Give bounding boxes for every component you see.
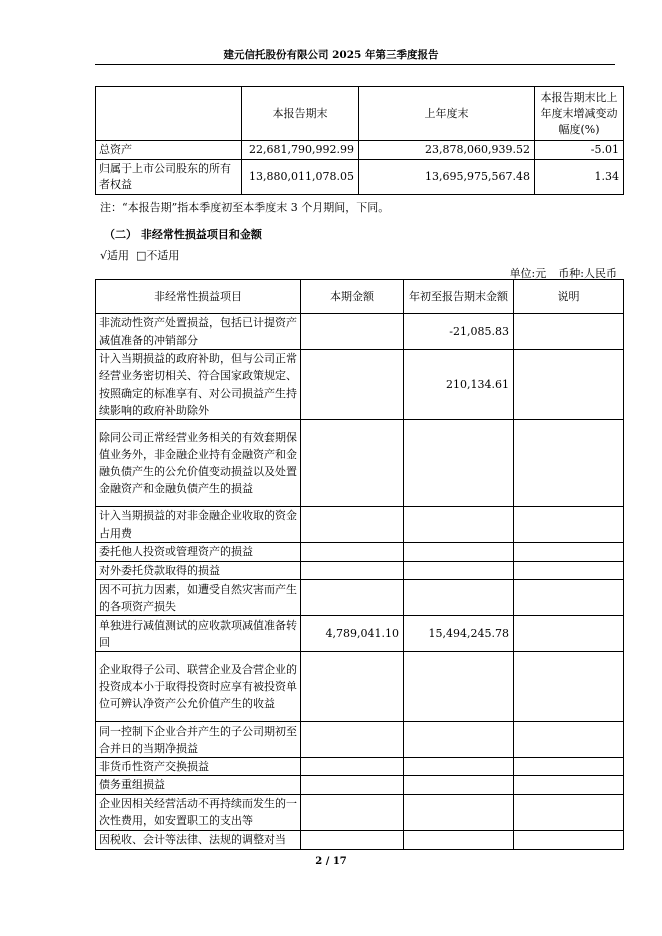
ytd-amount: 15,494,245.78 [404, 616, 514, 652]
ytd-amount [404, 830, 514, 849]
current-amount [301, 758, 404, 776]
item-cell: 企业因相关经营活动不再持续而发生的一次性费用，如安置职工的支出等 [96, 794, 301, 830]
current-value: 22,681,790,992.99 [242, 141, 359, 160]
page-header: 建元信托股份有限公司 2025 年第三季度报告 [223, 49, 439, 61]
current-value: 13,880,011,078.05 [242, 160, 359, 195]
table-row [96, 776, 624, 794]
item-cell: 除同公司正常经营业务相关的有效套期保值业务外，非金融企业持有金融资产和金融负债产生的公允价值变动损益以及处置金融资产和金融负债产生的损益 [96, 420, 301, 507]
ytd-amount [404, 652, 514, 722]
note-cell [514, 722, 624, 758]
item-cell: 债务重组损益 [96, 776, 301, 794]
applicable-options [100, 247, 179, 263]
item-cell: 计入当期损益的对非金融企业收取的资金占用费 [96, 507, 301, 543]
current-amount [301, 562, 404, 580]
current-amount [301, 543, 404, 562]
header-cell: 本报告期末比上年度末增减变动幅度(%) [535, 87, 624, 141]
header-cell: 说明 [514, 280, 624, 314]
prior-value: 13,695,975,567.48 [359, 160, 535, 195]
note-cell [514, 776, 624, 794]
note-cell [514, 507, 624, 543]
item-cell: 非货币性资产交换损益 [96, 758, 301, 776]
item-cell: 因税收、会计等法律、法规的调整对当 [96, 830, 301, 849]
ytd-amount [404, 507, 514, 543]
ytd-amount [404, 562, 514, 580]
ytd-amount [404, 420, 514, 507]
section-title: （二） 非经常性损益项目和金额 [104, 228, 262, 241]
option-not-applicable: 不适用 [146, 249, 180, 262]
table-row [96, 507, 624, 543]
row-label: 归属于上市公司股东的所有者权益 [96, 160, 242, 195]
current-amount [301, 794, 404, 830]
header-cell [96, 87, 242, 141]
current-amount [301, 420, 404, 507]
current-amount [301, 507, 404, 543]
table-header-row [96, 280, 624, 314]
current-amount [301, 722, 404, 758]
item-cell: 企业取得子公司、联营企业及合营企业的投资成本小于取得投资时应享有被投资单位可辨认净资产公允价值产生的收益 [96, 652, 301, 722]
header-cell: 年初至报告期末金额 [404, 280, 514, 314]
change-value: 1.34 [535, 160, 624, 195]
prior-value: 23,878,060,939.52 [359, 141, 535, 160]
table-row [96, 652, 624, 722]
item-cell: 因不可抗力因素，如遭受自然灾害而产生的各项资产损失 [96, 580, 301, 616]
change-value: -5.01 [535, 141, 624, 160]
table-header-row [96, 87, 624, 141]
unit-label: 单位:元 [509, 267, 547, 280]
ytd-amount [404, 776, 514, 794]
table-row [96, 758, 624, 776]
balance-summary-table [95, 86, 624, 195]
ytd-amount [404, 794, 514, 830]
non-recurring-items-table [95, 279, 624, 850]
ytd-amount [404, 758, 514, 776]
option-applicable: 适用 [107, 249, 130, 262]
currency-label: 币种:人民币 [558, 267, 617, 280]
table-row [96, 580, 624, 616]
item-cell: 委托他人投资或管理资产的损益 [96, 543, 301, 562]
current-amount [301, 314, 404, 350]
current-amount [301, 580, 404, 616]
note-cell [514, 758, 624, 776]
table-row [96, 350, 624, 420]
table-row [96, 543, 624, 562]
current-amount [301, 776, 404, 794]
ytd-amount [404, 722, 514, 758]
header-cell: 非经常性损益项目 [96, 280, 301, 314]
table-row [96, 562, 624, 580]
note-cell [514, 616, 624, 652]
check-mark-icon: √ [100, 249, 108, 262]
table-row [96, 722, 624, 758]
note-cell [514, 652, 624, 722]
table-note: 注：“本报告期”指本季度初至本季度末 3 个月期间，下同。 [100, 201, 390, 214]
item-cell: 计入当期损益的政府补助，但与公司正常经营业务密切相关、符合国家政策规定、按照确定的标准享有、对公司损益产生持续影响的政府补助除外 [96, 350, 301, 420]
table-row [96, 830, 624, 849]
note-cell [514, 543, 624, 562]
item-cell: 同一控制下企业合并产生的子公司期初至合并日的当期净损益 [96, 722, 301, 758]
note-cell [514, 580, 624, 616]
header-cell: 本报告期末 [242, 87, 359, 141]
header-divider [95, 64, 615, 65]
current-amount: 4,789,041.10 [301, 616, 404, 652]
note-cell [514, 420, 624, 507]
note-cell [514, 562, 624, 580]
table-row [96, 616, 624, 652]
header-cell: 本期金额 [301, 280, 404, 314]
ytd-amount [404, 543, 514, 562]
table-row [96, 314, 624, 350]
note-cell [514, 350, 624, 420]
item-cell: 单独进行减值测试的应收款项减值准备转回 [96, 616, 301, 652]
note-cell [514, 314, 624, 350]
table-row [96, 160, 624, 195]
header-cell: 上年度末 [359, 87, 535, 141]
ytd-amount [404, 580, 514, 616]
current-amount [301, 830, 404, 849]
note-cell [514, 794, 624, 830]
row-label: 总资产 [96, 141, 242, 160]
checkbox-icon: □ [136, 249, 147, 262]
page-number: 2 / 17 [315, 856, 347, 867]
item-cell: 对外委托贷款取得的损益 [96, 562, 301, 580]
table-row [96, 420, 624, 507]
table-row [96, 794, 624, 830]
current-amount [301, 652, 404, 722]
item-cell: 非流动性资产处置损益，包括已计提资产减值准备的冲销部分 [96, 314, 301, 350]
current-amount [301, 350, 404, 420]
ytd-amount: -21,085.83 [404, 314, 514, 350]
ytd-amount: 210,134.61 [404, 350, 514, 420]
note-cell [514, 830, 624, 849]
table-row [96, 141, 624, 160]
